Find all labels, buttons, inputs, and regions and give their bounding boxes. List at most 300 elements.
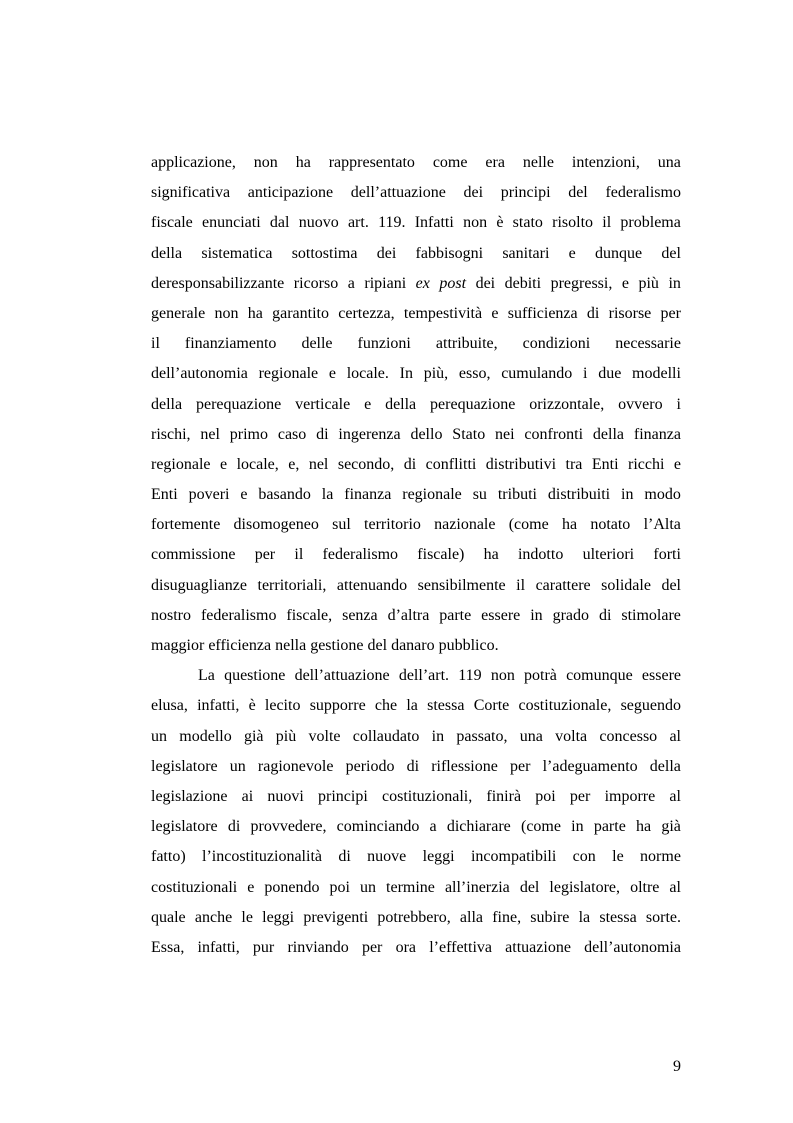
word: due [598, 365, 622, 383]
word: e [568, 244, 576, 262]
word: del [519, 878, 540, 896]
word: ai [241, 787, 254, 805]
word: deresponsabilizzante [151, 274, 285, 292]
word: e [364, 395, 372, 413]
page-number: 9 [673, 1058, 681, 1075]
word: debiti [504, 274, 542, 292]
word: per [569, 787, 591, 805]
word: dei [475, 274, 496, 292]
word: supporre [309, 697, 366, 715]
word: ragionevole [257, 757, 334, 775]
word: parte [593, 818, 626, 836]
word: fiscale) [417, 546, 465, 564]
word: distributivi [485, 455, 557, 473]
word: ulteriori [582, 546, 635, 564]
word: federalismo [605, 184, 681, 202]
word: fiscale, [286, 606, 333, 624]
word: confronti [524, 425, 584, 443]
word: ricchi [627, 455, 665, 473]
text-line [151, 420, 681, 450]
word: conflitti [425, 455, 477, 473]
word: la [406, 697, 418, 715]
text-line [151, 510, 681, 540]
word: d’altra [387, 606, 430, 624]
word: tributi [497, 486, 537, 504]
word: post [439, 274, 467, 292]
word: generale [151, 304, 206, 322]
word: nazionale [434, 516, 496, 534]
word: in [530, 606, 543, 624]
word: ha [295, 154, 311, 171]
word: nelle [522, 154, 554, 171]
word: potrebbero, [377, 908, 451, 926]
word: funzioni [357, 335, 411, 353]
word: al [669, 878, 681, 896]
word: ha [561, 516, 578, 534]
word: non [463, 214, 488, 232]
word: e [621, 274, 629, 292]
text-line [151, 842, 681, 872]
word: maggior [151, 637, 205, 654]
word: essere [481, 606, 521, 624]
word: disomogeneo [233, 516, 319, 534]
word: legislatore [151, 757, 218, 775]
word: intenzioni, [571, 154, 640, 171]
word: l’incostituzionalità [202, 848, 322, 866]
word: imporre [604, 787, 656, 805]
word: e [328, 365, 336, 383]
word: leggi [262, 908, 295, 926]
word: una [519, 727, 543, 745]
word: esso, [458, 365, 491, 383]
word: sul [332, 516, 351, 534]
word: a [347, 274, 355, 292]
word: poi [535, 787, 556, 805]
word: costituzionali [151, 878, 238, 896]
word: legislazione [151, 787, 228, 805]
word: finanziamento [184, 335, 277, 353]
word: fiscale [151, 214, 193, 232]
word: dell’art. [398, 667, 450, 685]
word: finanza [344, 486, 392, 504]
word: Infatti [414, 214, 454, 232]
word: tempestività [403, 304, 483, 322]
word: grado [552, 606, 590, 624]
word: commissione [151, 546, 236, 564]
text-line [151, 329, 681, 359]
word: della [649, 757, 681, 775]
text-line [151, 208, 681, 238]
word: l’Alta [643, 516, 681, 534]
word: il [602, 214, 612, 232]
word: della [385, 395, 417, 413]
text-line [151, 782, 681, 812]
word: nei [495, 425, 515, 443]
word: incompatibili [470, 848, 557, 866]
text-line [151, 873, 681, 903]
word: questione [224, 667, 286, 685]
word: di [598, 606, 612, 624]
word: nuovi [267, 787, 304, 805]
word: elusa, [151, 697, 188, 715]
word: (come [508, 516, 549, 534]
word: un [360, 878, 376, 896]
word: regionale [151, 455, 211, 473]
word: potrà [524, 667, 557, 685]
word: sottostima [291, 244, 358, 262]
word: necessarie [615, 335, 681, 353]
word: della [592, 425, 625, 443]
word: finirà [486, 787, 522, 805]
word: il [294, 546, 304, 564]
word: basando [258, 486, 311, 504]
word: In [399, 365, 413, 383]
word: anche [194, 908, 233, 926]
word: dei [376, 244, 397, 262]
word: rappresentato [328, 154, 415, 171]
word: la [321, 486, 334, 504]
word: parte [439, 606, 472, 624]
word: ricorso [293, 274, 339, 292]
text-line [151, 571, 681, 601]
word: ha [636, 818, 652, 836]
word: costituzionali, [382, 787, 473, 805]
word: termine [386, 878, 435, 896]
word: a [429, 818, 437, 836]
word: dell’autonomia [151, 365, 248, 383]
word: certezza, [338, 304, 395, 322]
word: finanza [633, 425, 681, 443]
word: ovvero [618, 395, 663, 413]
word: stessa [599, 908, 637, 926]
word: garantito [272, 304, 329, 322]
word: è [248, 697, 256, 715]
word: modelli [632, 365, 681, 383]
word: principi [318, 787, 368, 805]
word: volte [308, 727, 341, 745]
word: e [247, 878, 255, 896]
word: stimolare [621, 606, 681, 624]
word: 119. [378, 214, 406, 232]
text-line [151, 148, 681, 178]
word: e, [288, 455, 300, 473]
text-line [151, 359, 681, 389]
word: regionale [402, 486, 462, 504]
word: non [214, 304, 239, 322]
word: carattere [535, 576, 591, 594]
word: senza [342, 606, 378, 624]
word: nel [200, 425, 220, 443]
word: solidale [601, 576, 651, 594]
text-line [151, 178, 681, 208]
text-line [151, 631, 681, 661]
word: Essa, [151, 938, 185, 956]
word: significativa [151, 184, 231, 202]
word: stato [512, 214, 543, 232]
word: previgenti [303, 908, 369, 926]
word: non [253, 154, 278, 171]
word: pregressi, [550, 274, 613, 292]
word: sensibilmente [417, 576, 506, 594]
word: distribuiti [547, 486, 611, 504]
word: cominciando [336, 818, 420, 836]
word: di [316, 425, 329, 443]
word: enunciati [202, 214, 261, 232]
word: della [151, 395, 183, 413]
word: concesso [599, 727, 658, 745]
word: condizioni [522, 335, 591, 353]
word: provvedere, [250, 818, 327, 836]
word: 119 [458, 667, 482, 685]
word: sorte. [645, 908, 681, 926]
word: problema [620, 214, 681, 232]
word: rinviando [287, 938, 349, 956]
word: fine, [492, 908, 522, 926]
word: notato [590, 516, 631, 534]
word: locale. [346, 365, 389, 383]
word: rischi, [151, 425, 191, 443]
word: per [361, 938, 383, 956]
word: stessa [427, 697, 465, 715]
word: infatti, [197, 697, 240, 715]
word: ha [483, 546, 499, 564]
text-line [151, 239, 681, 269]
word: lecito [264, 697, 301, 715]
word: nuovo [298, 214, 339, 232]
word: essere [641, 667, 681, 685]
word: territoriali, [257, 576, 327, 594]
word: delle [301, 335, 333, 353]
word: efficienza [208, 637, 272, 654]
word: dal [269, 214, 290, 232]
word: attenuando [336, 576, 408, 594]
word: per [510, 757, 531, 775]
word: fortemente [151, 516, 221, 534]
word: verticale [295, 395, 351, 413]
word: e [240, 486, 248, 504]
word: principi [500, 184, 551, 202]
word: era [485, 154, 505, 171]
word: legislatore [151, 818, 218, 836]
word: attribuite, [435, 335, 498, 353]
word: l’effettiva [429, 938, 492, 956]
word: subire [530, 908, 570, 926]
word: già [243, 727, 264, 745]
word: per [660, 304, 681, 322]
word: volta [555, 727, 588, 745]
word: perequazione [430, 395, 516, 413]
word: territorio [364, 516, 421, 534]
word: in [668, 274, 681, 292]
word: più [275, 727, 297, 745]
word: caso [277, 425, 307, 443]
word: ora [395, 938, 417, 956]
word: i [676, 395, 681, 413]
word: dello [410, 425, 443, 443]
word: non [490, 667, 515, 685]
word: dei [463, 184, 484, 202]
word: del [367, 637, 388, 654]
word: del [661, 244, 681, 262]
word: nostro [151, 606, 191, 624]
word: Enti [151, 486, 178, 504]
word: in [431, 727, 445, 745]
word: in [621, 486, 634, 504]
word: passato, [456, 727, 508, 745]
word: dichiarare [446, 818, 511, 836]
word: nel [308, 455, 329, 473]
text-line [151, 601, 681, 631]
word: la [578, 908, 591, 926]
text-line [151, 480, 681, 510]
word: orizzontale, [529, 395, 605, 413]
word: oltre [630, 878, 660, 896]
text-line [151, 903, 681, 933]
word: del [661, 576, 681, 594]
text-line [151, 812, 681, 842]
word: sufficienza [507, 304, 578, 322]
text-line [151, 722, 681, 752]
word: riflessione [431, 757, 498, 775]
word: sistematica [201, 244, 273, 262]
word: La [198, 667, 215, 685]
word: per [254, 546, 276, 564]
word: risorse [608, 304, 652, 322]
word: un [151, 727, 167, 745]
word: applicazione, [151, 154, 236, 171]
word: collaudato [352, 727, 420, 745]
word: i [583, 365, 588, 383]
word: nuove [367, 848, 407, 866]
word: Stato [452, 425, 486, 443]
word: e [491, 304, 499, 322]
word: al [669, 727, 681, 745]
word: risolto [552, 214, 594, 232]
word: periodo [345, 757, 395, 775]
word: fabbisogni [415, 244, 484, 262]
word: locale, [236, 455, 279, 473]
word: leggi [422, 848, 455, 866]
word: più [638, 274, 659, 292]
text-line [151, 540, 681, 570]
word: disuguaglianze [151, 576, 247, 594]
word: le [612, 848, 624, 866]
word: di [403, 455, 417, 473]
word: di [227, 818, 241, 836]
word: federalismo [322, 546, 399, 564]
word: dell’attuazione [350, 184, 446, 202]
word: su [472, 486, 487, 504]
word: pubblico. [438, 637, 499, 654]
word: regionale [258, 365, 319, 383]
word: attuazione [505, 938, 571, 956]
word: di [338, 848, 351, 866]
word: in [571, 818, 584, 836]
word: tra [565, 455, 583, 473]
word: più, [423, 365, 449, 383]
word: Enti [591, 455, 619, 473]
word: fatto) [151, 848, 186, 866]
word: è [496, 214, 504, 232]
word: poi [329, 878, 350, 896]
text-line [151, 933, 681, 963]
word: dunque [595, 244, 643, 262]
word: dell’autonomia [584, 938, 681, 956]
word: poveri [188, 486, 230, 504]
word: alla [459, 908, 484, 926]
word: modello [179, 727, 232, 745]
word: comunque [566, 667, 633, 685]
word: perequazione [195, 395, 282, 413]
word: che [374, 697, 398, 715]
word: della [151, 244, 183, 262]
word: legislatore, [549, 878, 621, 896]
body-text [151, 148, 681, 963]
text-line [151, 691, 681, 721]
word: di [406, 757, 420, 775]
word: quale [151, 908, 186, 926]
word: norme [640, 848, 681, 866]
text-line [151, 269, 681, 299]
paragraph-first-line [151, 661, 681, 691]
word: seguendo [620, 697, 681, 715]
word: e [673, 455, 681, 473]
word: art. [347, 214, 369, 232]
word: ponendo [264, 878, 320, 896]
word: un [229, 757, 246, 775]
word: infatti, [197, 938, 240, 956]
word: all’inerzia [444, 878, 510, 896]
word: ha [247, 304, 263, 322]
word: l’adeguamento [542, 757, 638, 775]
word: ex [415, 274, 430, 292]
word: federalismo [200, 606, 277, 624]
word: una [657, 154, 681, 171]
word: come [432, 154, 468, 171]
word: secondo, [337, 455, 395, 473]
word: ingerenza [338, 425, 401, 443]
word: il [516, 576, 526, 594]
word: il [151, 335, 160, 353]
word: e [220, 455, 228, 473]
word: anticipazione [247, 184, 334, 202]
word: cumulando [501, 365, 573, 383]
word: di [586, 304, 600, 322]
word: del [568, 184, 588, 202]
word: pur [252, 938, 275, 956]
word: danaro [391, 637, 435, 654]
word: (come [520, 818, 561, 836]
text-line [151, 450, 681, 480]
word: modo [644, 486, 681, 504]
text-line [151, 752, 681, 782]
text-line [151, 299, 681, 329]
word: dell’attuazione [294, 667, 390, 685]
word: forti [653, 546, 681, 564]
word: al [669, 787, 681, 805]
word: nella [275, 637, 307, 654]
word: le [241, 908, 253, 926]
text-line [151, 390, 681, 420]
word: ripiani [364, 274, 407, 292]
word: già [661, 818, 681, 836]
word: primo [229, 425, 268, 443]
word: con [572, 848, 596, 866]
word: costituzionale, [518, 697, 612, 715]
word: gestione [310, 637, 364, 654]
word: sanitari [502, 244, 550, 262]
word: Corte [473, 697, 510, 715]
